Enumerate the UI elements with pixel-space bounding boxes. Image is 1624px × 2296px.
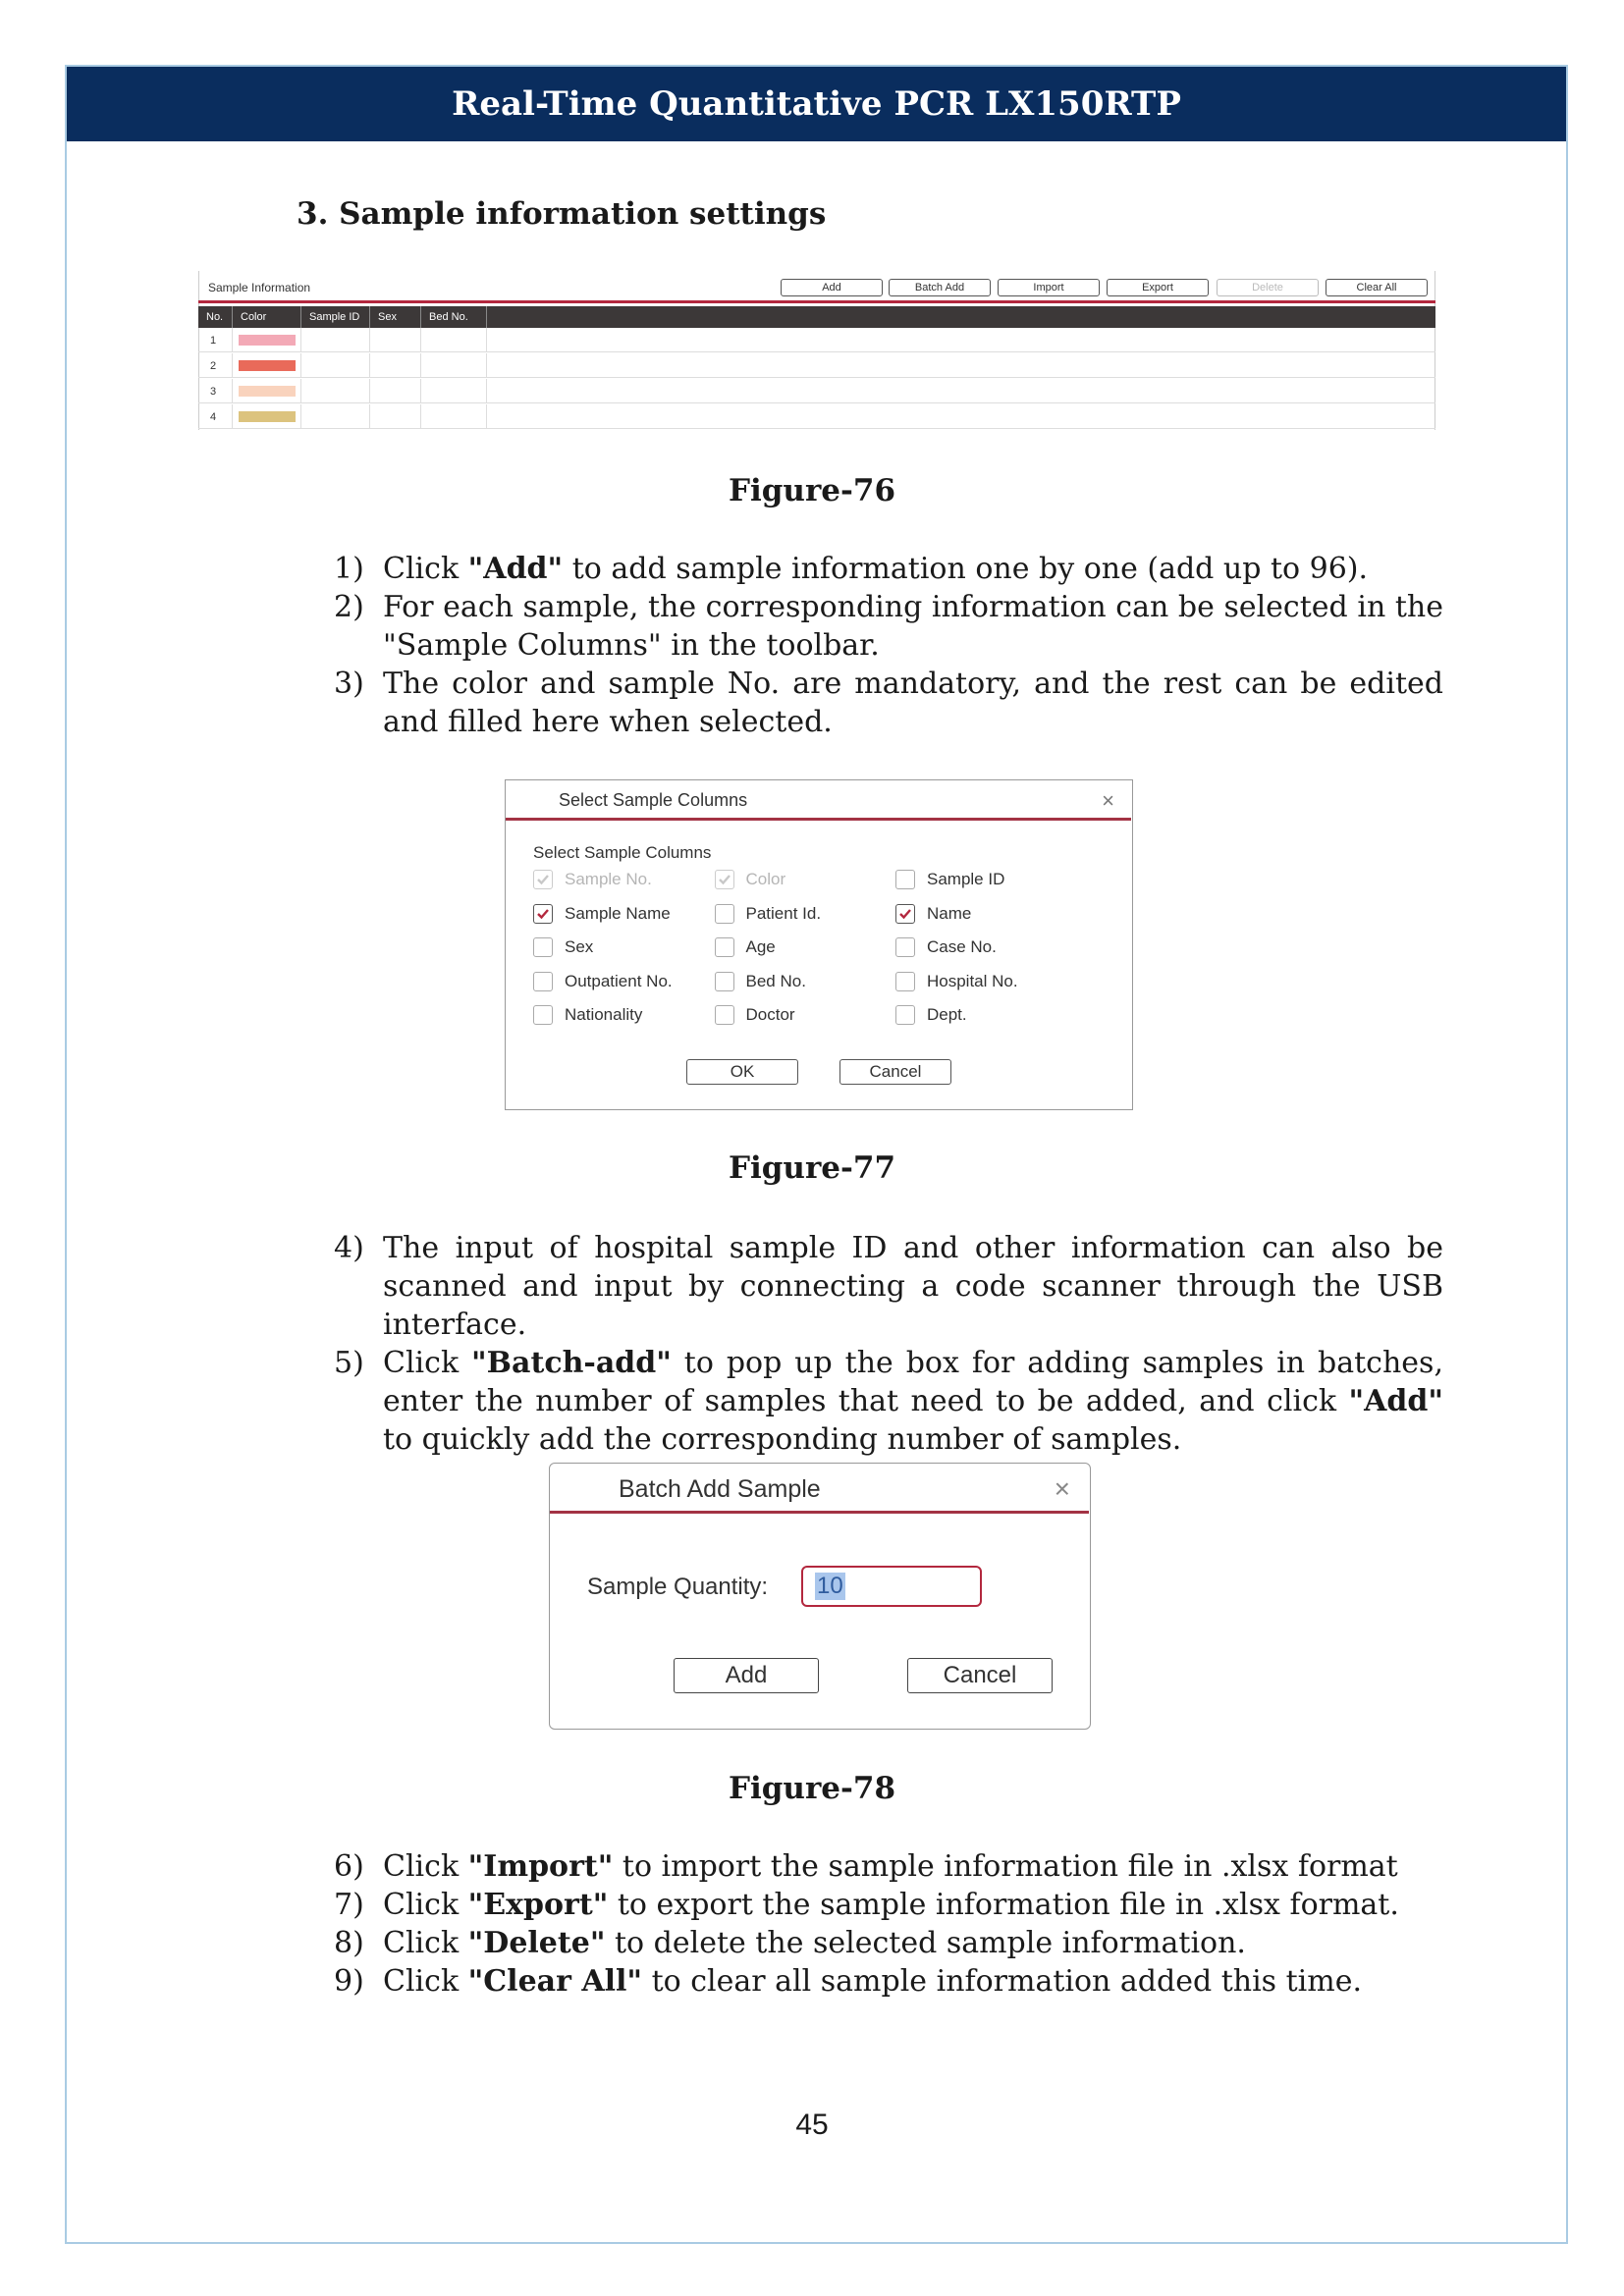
bed-no-cell[interactable]: [421, 353, 487, 378]
list-item-number: 2): [334, 590, 364, 624]
checkmark-icon: [536, 873, 550, 886]
table-row[interactable]: [198, 379, 1435, 403]
instruction-list-1: [334, 550, 1443, 741]
list-item: [334, 1229, 1443, 1344]
table-row[interactable]: [198, 328, 1435, 352]
cancel-button[interactable]: Cancel: [839, 1059, 951, 1085]
toolbar-divider: [198, 300, 1435, 303]
import-button[interactable]: Import: [998, 279, 1100, 296]
checkbox[interactable]: [715, 1005, 734, 1025]
sample-id-cell[interactable]: [301, 353, 370, 378]
list-item: [334, 1847, 1443, 1886]
emphasized-text: "Clear All": [467, 1964, 643, 1999]
list-item-text: [383, 1847, 1443, 1886]
toolbar-label: Sample Information: [208, 281, 311, 294]
checkbox[interactable]: [895, 972, 915, 991]
list-item-text: [383, 550, 1443, 588]
column-option[interactable]: [715, 904, 822, 924]
sample-quantity-label: Sample Quantity:: [587, 1574, 769, 1600]
column-option-label: Doctor: [745, 1005, 795, 1024]
text-run: to quickly add the corresponding number of samples.: [383, 1422, 1182, 1457]
list-item-number: 1): [334, 552, 364, 586]
dialog-subtitle: Select Sample Columns: [533, 843, 712, 862]
checkmark-icon: [536, 907, 550, 921]
row-number: 3: [198, 379, 233, 403]
column-header-sample-id[interactable]: Sample ID: [301, 306, 370, 328]
column-header-bed-no[interactable]: Bed No.: [421, 306, 487, 328]
color-swatch: [239, 335, 296, 346]
dialog-title-divider: [506, 818, 1131, 821]
dialog-title-divider: [550, 1511, 1089, 1514]
column-option[interactable]: [533, 1005, 642, 1025]
sex-cell[interactable]: [370, 404, 421, 429]
checkbox[interactable]: [895, 870, 915, 889]
column-option-label: Sample ID: [927, 870, 1005, 888]
column-option[interactable]: [715, 972, 806, 991]
text-run: Click: [383, 552, 468, 586]
instruction-list-3: [334, 1847, 1443, 2001]
checked-checkbox: [715, 870, 734, 889]
list-item-text: [383, 588, 1443, 665]
figure-76-caption: Figure-76: [728, 473, 896, 508]
text-run: to export the sample information file in .xlsx format.: [608, 1888, 1399, 1922]
sample-id-cell[interactable]: [301, 404, 370, 429]
row-number: 4: [198, 404, 233, 429]
list-item-text: [383, 1229, 1443, 1344]
list-item-number: 3): [334, 667, 364, 701]
bed-no-cell[interactable]: [421, 404, 487, 429]
column-option[interactable]: [895, 937, 997, 957]
column-option-label: Patient Id.: [745, 903, 822, 923]
column-option-label: Age: [745, 937, 776, 956]
batch-add-button[interactable]: Batch Add: [889, 279, 991, 296]
color-swatch: [239, 411, 296, 422]
column-option[interactable]: [533, 972, 673, 991]
sex-cell[interactable]: [370, 328, 421, 352]
page-header: [67, 67, 1566, 141]
sample-toolbar: [198, 271, 1435, 298]
checkbox[interactable]: [715, 972, 734, 991]
row-color-cell[interactable]: [233, 379, 301, 403]
page-number: 45: [795, 2109, 829, 2141]
sex-cell[interactable]: [370, 379, 421, 403]
list-item: [334, 550, 1443, 588]
batch-add-sample-dialog: [549, 1463, 1091, 1730]
text-run: For each sample, the corresponding information can be selected in the "Sample Columns" in the toolbar.: [383, 590, 1443, 663]
bed-no-cell[interactable]: [421, 328, 487, 352]
checkbox[interactable]: [533, 937, 553, 957]
checkbox[interactable]: [895, 1005, 915, 1025]
column-option-label: Color: [745, 870, 786, 888]
text-run: The input of hospital sample ID and other information can also be scanned and input by connecting a code scanner through the USB interface.: [383, 1231, 1443, 1342]
checkmark-icon: [718, 873, 731, 886]
list-item-text: [383, 665, 1443, 741]
column-option-label: Sample Name: [565, 903, 671, 923]
emphasized-text: "Add": [1348, 1384, 1443, 1418]
list-item: [334, 1924, 1443, 1962]
column-header-color[interactable]: Color: [233, 306, 301, 328]
column-option[interactable]: [715, 1005, 795, 1025]
column-option: [715, 870, 786, 889]
column-option[interactable]: [715, 937, 776, 957]
emphasized-text: "Delete": [467, 1926, 606, 1960]
dialog-title: Batch Add Sample: [619, 1475, 821, 1503]
sample-id-cell[interactable]: [301, 328, 370, 352]
text-run: to clear all sample information added this time.: [642, 1964, 1362, 1999]
text-run: to pop up the box for adding samples in batches, enter the number of samples that need to be added, and click: [383, 1346, 1443, 1418]
column-option[interactable]: [533, 904, 671, 924]
checked-checkbox[interactable]: [895, 904, 915, 924]
list-item-text: [383, 1886, 1443, 1924]
checked-checkbox: [533, 870, 553, 889]
row-color-cell[interactable]: [233, 328, 301, 352]
row-color-cell[interactable]: [233, 353, 301, 378]
list-item: [334, 1962, 1443, 2001]
sample-information-panel: [198, 271, 1435, 430]
text-run: to add sample information one by one (add up to 96).: [563, 552, 1369, 586]
column-option-label: Name: [927, 903, 972, 923]
dialog-title: Select Sample Columns: [559, 790, 748, 810]
checkbox[interactable]: [715, 904, 734, 924]
row-color-cell[interactable]: [233, 404, 301, 429]
column-header-no[interactable]: No.: [198, 306, 233, 328]
checkbox[interactable]: [533, 972, 553, 991]
text-run: to delete the selected sample information.: [605, 1926, 1246, 1960]
checkbox[interactable]: [895, 937, 915, 957]
list-item: [334, 1886, 1443, 1924]
column-option: [533, 870, 652, 889]
list-item-number: 7): [334, 1888, 364, 1922]
select-sample-columns-dialog: [505, 779, 1133, 1110]
text-run: Click: [383, 1964, 468, 1999]
checkmark-icon: [898, 907, 912, 921]
text-run: Click: [383, 1926, 468, 1960]
ok-button[interactable]: OK: [686, 1059, 798, 1085]
checked-checkbox[interactable]: [533, 904, 553, 924]
bed-no-cell[interactable]: [421, 379, 487, 403]
list-item-number: 6): [334, 1849, 364, 1884]
column-option-label: Sex: [565, 937, 594, 956]
emphasized-text: "Batch-add": [471, 1346, 672, 1380]
section-title: 3. Sample information settings: [297, 196, 827, 232]
column-option-label: Dept.: [927, 1005, 967, 1024]
cancel-button[interactable]: Cancel: [907, 1658, 1053, 1693]
column-option-label: Nationality: [565, 1005, 643, 1024]
list-item: [334, 588, 1443, 665]
column-option-label: Hospital No.: [927, 971, 1018, 990]
column-option[interactable]: [895, 972, 1018, 991]
list-item: [334, 1344, 1443, 1459]
sample-quantity-input[interactable]: [801, 1566, 982, 1607]
column-option-label: Bed No.: [745, 971, 806, 990]
table-header: [198, 306, 1435, 328]
sample-id-cell[interactable]: [301, 379, 370, 403]
column-option[interactable]: [895, 1005, 967, 1025]
column-option[interactable]: [895, 870, 1004, 889]
sample-quantity-value: 10: [817, 1573, 843, 1599]
text-run: to import the sample information file in .xlsx format: [613, 1849, 1398, 1884]
export-button[interactable]: Export: [1107, 279, 1209, 296]
row-number: 2: [198, 353, 233, 378]
close-icon[interactable]: ×: [1054, 1473, 1070, 1504]
instruction-list-2: [334, 1229, 1443, 1459]
sex-cell[interactable]: [370, 353, 421, 378]
text-run: The color and sample No. are mandatory, and the rest can be edited and filled here when selected.: [383, 667, 1443, 739]
add-button[interactable]: Add: [781, 279, 883, 296]
color-swatch: [239, 360, 296, 371]
list-item-number: 4): [334, 1231, 364, 1265]
column-option-label: Outpatient No.: [565, 971, 673, 990]
emphasized-text: "Import": [467, 1849, 614, 1884]
add-button[interactable]: Add: [674, 1658, 819, 1693]
list-item-text: [383, 1344, 1443, 1459]
close-icon[interactable]: ×: [1102, 788, 1114, 813]
column-option[interactable]: [533, 937, 593, 957]
column-option-label: Sample No.: [565, 870, 652, 888]
delete-button[interactable]: Delete: [1217, 279, 1319, 296]
list-item-number: 8): [334, 1926, 364, 1960]
list-item: [334, 665, 1443, 741]
emphasized-text: "Add": [467, 552, 564, 586]
header-title: Real-Time Quantitative PCR LX150RTP: [452, 84, 1181, 124]
column-option[interactable]: [895, 904, 971, 924]
column-option-label: Case No.: [927, 937, 997, 956]
checkbox[interactable]: [533, 1005, 553, 1025]
table-row[interactable]: [198, 404, 1435, 429]
emphasized-text: "Export": [467, 1888, 609, 1922]
clear-all-button[interactable]: Clear All: [1326, 279, 1428, 296]
list-item-text: [383, 1962, 1443, 2001]
list-item-text: [383, 1924, 1443, 1962]
row-number: 1: [198, 328, 233, 352]
figure-78-caption: Figure-78: [728, 1771, 896, 1806]
list-item-number: 5): [334, 1346, 364, 1380]
color-swatch: [239, 386, 296, 397]
text-run: Click: [383, 1888, 468, 1922]
checkbox[interactable]: [715, 937, 734, 957]
column-header-sex[interactable]: Sex: [370, 306, 421, 328]
table-row[interactable]: [198, 353, 1435, 378]
text-run: Click: [383, 1849, 468, 1884]
figure-77-caption: Figure-77: [728, 1150, 896, 1186]
text-run: Click: [383, 1346, 472, 1380]
list-item-number: 9): [334, 1964, 364, 1999]
